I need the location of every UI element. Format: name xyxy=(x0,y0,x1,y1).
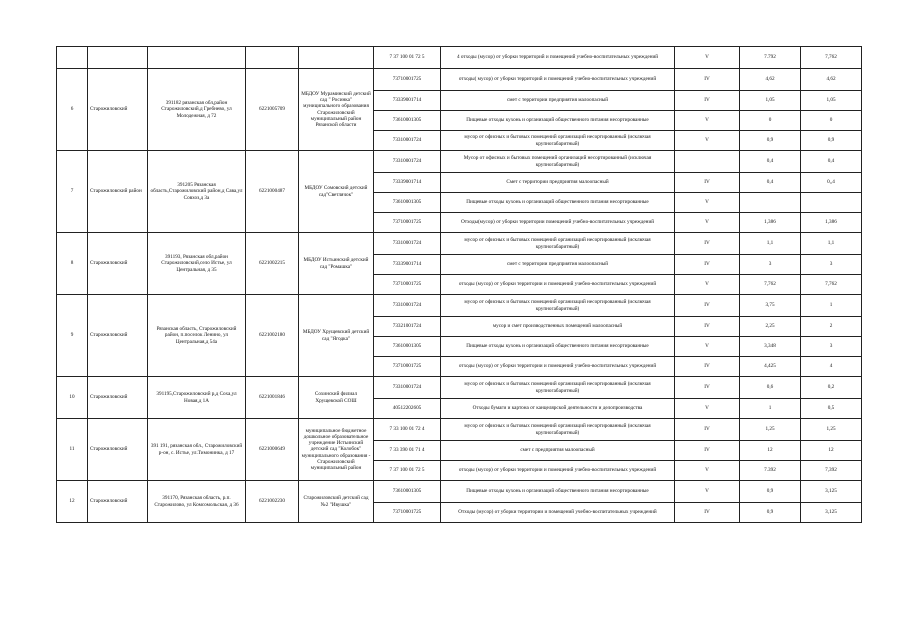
waste-name-cell: Пищевые отходы кухонь и организаций общественного питания несортированные xyxy=(441,481,675,503)
table-row xyxy=(57,69,862,91)
amount-cell: 3,348 xyxy=(740,337,801,357)
hazard-class-cell: V xyxy=(675,193,740,213)
amount-cell: 3,125 xyxy=(801,481,862,503)
row-number: 6 xyxy=(57,69,88,151)
amount-cell: 0,9 xyxy=(740,481,801,503)
waste-name-cell: отходы( мусор) от уборки территорий и помещений учебно-воспитательных учреждений xyxy=(441,69,675,91)
waste-code-cell: 73710001725 xyxy=(374,213,441,233)
amount-cell: 1,386 xyxy=(740,213,801,233)
district-cell: Старожиловский xyxy=(88,377,148,419)
amount-cell: 0,9 xyxy=(801,131,862,151)
hazard-class-cell: IV xyxy=(675,255,740,275)
amount-cell: 1,25 xyxy=(801,419,862,441)
waste-code-cell: 73610001305 xyxy=(374,193,441,213)
waste-name-cell: Пищевые отходы кухонь и организаций общественного питания несортированные xyxy=(441,337,675,357)
amount-cell: 4,62 xyxy=(801,69,862,91)
hazard-class-cell: IV xyxy=(675,317,740,337)
waste-name-cell: Отходы бумаги и картона от канцелярской деятельности и делопроизводства xyxy=(441,399,675,419)
amount-cell: 7.392 xyxy=(740,461,801,481)
waste-code-cell: 7 33 100 01 72 4 xyxy=(374,419,441,441)
amount-cell: 0 xyxy=(801,111,862,131)
amount-cell xyxy=(801,193,862,213)
amount-cell: 2,25 xyxy=(740,317,801,337)
waste-code-cell: 73710001725 xyxy=(374,503,441,523)
organization-cell: МБДОУ Истьинский детский сад "Ромашка" xyxy=(299,233,374,295)
hazard-class-cell: IV xyxy=(675,69,740,91)
waste-name-cell: мусор от офисных и бытовых помещений организаций несортированный (исключая крупногабаритный) xyxy=(441,377,675,399)
waste-code-cell: 73710001725 xyxy=(374,275,441,295)
amount-cell: 1,25 xyxy=(740,419,801,441)
hazard-class-cell: V xyxy=(675,337,740,357)
waste-name-cell: мусор от офисных и бытовых помещений организаций несортированный (исключая крупногабаритный) xyxy=(441,419,675,441)
waste-name-cell: смет с территории предприятия малоопасный xyxy=(441,91,675,111)
table-row xyxy=(57,151,862,173)
district-cell: Старожиловский район xyxy=(88,151,148,233)
amount-cell: 12 xyxy=(740,441,801,461)
hazard-class-cell: IV xyxy=(675,419,740,441)
waste-code-cell: 73310001724 xyxy=(374,295,441,317)
inn-cell: 6221005709 xyxy=(246,69,299,151)
organization-cell: МБДОУ Сомовский детский сад"Светлячок" xyxy=(299,151,374,233)
waste-name-cell: Отходы(мусор) от уборки территории помещений учебно-воспитательных учреждений xyxy=(441,213,675,233)
waste-name-cell: отходы (мусор) от уборки территории и помещений учебно-воспитательных учреждений xyxy=(441,461,675,481)
hazard-class-cell: IV xyxy=(675,295,740,317)
district-cell: Старожиловский xyxy=(88,481,148,523)
amount-cell: 0,2 xyxy=(801,377,862,399)
inn-cell xyxy=(246,47,299,69)
address-cell: 391193, Рязанская обл,район Старожиловский,село Истье, ул Центральная, д 35 xyxy=(148,233,246,295)
hazard-class-cell: V xyxy=(675,47,740,69)
organization-cell: Сохинский филиал Хрущевской СОШ xyxy=(299,377,374,419)
waste-name-cell: Пищевые отходы кухонь и организаций общественного питания несортированные xyxy=(441,111,675,131)
amount-cell: 3 xyxy=(801,337,862,357)
hazard-class-cell: V xyxy=(675,111,740,131)
amount-cell: 7,762 xyxy=(801,275,862,295)
district-cell: Старожиловский xyxy=(88,419,148,481)
row-number: 7 xyxy=(57,151,88,233)
hazard-class-cell: IV xyxy=(675,91,740,111)
table-row xyxy=(57,377,862,399)
hazard-class-cell: IV xyxy=(675,173,740,193)
row-number: 9 xyxy=(57,295,88,377)
amount-cell: 0,5 xyxy=(801,399,862,419)
amount-cell: 3,75 xyxy=(740,295,801,317)
amount-cell: 4,62 xyxy=(740,69,801,91)
waste-code-cell: 7 37 100 01 72 5 xyxy=(374,47,441,69)
amount-cell: 0,,4 xyxy=(801,173,862,193)
waste-code-cell: 73339001714 xyxy=(374,255,441,275)
inn-cell: 6221000487 xyxy=(246,151,299,233)
amount-cell: 0,9 xyxy=(740,503,801,523)
amount-cell: 4 xyxy=(801,357,862,377)
inn-cell: 6221002215 xyxy=(246,233,299,295)
inn-cell: 6221002180 xyxy=(246,295,299,377)
district-cell xyxy=(88,47,148,69)
row-number: 12 xyxy=(57,481,88,523)
amount-cell: 12 xyxy=(801,441,862,461)
hazard-class-cell: V xyxy=(675,275,740,295)
waste-name-cell: Отходы (мусор) от уборки территории и помещений учебно-воспитательных учреждений xyxy=(441,503,675,523)
waste-code-cell: 7 37 100 01 72 5 xyxy=(374,461,441,481)
table-row xyxy=(57,47,862,69)
amount-cell: 1,386 xyxy=(801,213,862,233)
amount-cell: 3,125 xyxy=(801,503,862,523)
hazard-class-cell: V xyxy=(675,213,740,233)
amount-cell: 0,6 xyxy=(740,377,801,399)
hazard-class-cell: IV xyxy=(675,357,740,377)
amount-cell: 7,762 xyxy=(740,275,801,295)
row-number: 8 xyxy=(57,233,88,295)
organization-cell xyxy=(299,47,374,69)
amount-cell: 0,4 xyxy=(801,151,862,173)
amount-cell: 7,762 xyxy=(801,47,862,69)
amount-cell: 1,05 xyxy=(740,91,801,111)
organization-cell: Старожиловский детский сад №2 "Ивушка" xyxy=(299,481,374,523)
organization-cell: муниципальное бюджетное дошкольное образовательное учреждение Истьинский детский сад "Колобок" муниципального образования - Старожиловский муниципальный район xyxy=(299,419,374,481)
amount-cell: 1 xyxy=(740,399,801,419)
waste-code-cell: 73339001714 xyxy=(374,91,441,111)
waste-code-cell: 73310001724 xyxy=(374,131,441,151)
table-row xyxy=(57,233,862,255)
waste-code-cell: 73310001724 xyxy=(374,151,441,173)
hazard-class-cell: IV xyxy=(675,441,740,461)
table-row xyxy=(57,295,862,317)
hazard-class-cell: V xyxy=(675,461,740,481)
row-number xyxy=(57,47,88,69)
waste-code-cell: 73610001305 xyxy=(374,481,441,503)
amount-cell: 1,1 xyxy=(740,233,801,255)
amount-cell: 3 xyxy=(740,255,801,275)
waste-name-cell: Пищевые отходы кухонь и организаций общественного питания несортированные xyxy=(441,193,675,213)
waste-name-cell: мусор и смет производственных помещений малоопасный xyxy=(441,317,675,337)
waste-code-cell: 7 33 390 01 71 4 xyxy=(374,441,441,461)
address-cell: 391205 Рязанская область,Старожиловский район,д Сава,ул Совхоз,д 3а xyxy=(148,151,246,233)
waste-name-cell: смет с территории предприятия малоопасный xyxy=(441,255,675,275)
waste-code-cell: 73710001725 xyxy=(374,69,441,91)
hazard-class-cell xyxy=(675,151,740,173)
waste-code-cell: 73710001725 xyxy=(374,357,441,377)
row-number: 10 xyxy=(57,377,88,419)
hazard-class-cell: V xyxy=(675,131,740,151)
amount-cell: 3 xyxy=(801,255,862,275)
waste-name-cell: Мусор от офисных и бытовых помещений организаций несортированный (исключая крупногабаритный) xyxy=(441,151,675,173)
amount-cell: 4,425 xyxy=(740,357,801,377)
address-cell: 391 191, рязанская обл., Старожиловский р-он, с. Истье, ул.Тимонинка, д 17 xyxy=(148,419,246,481)
waste-name-cell: мусор от офисных и бытовых помещений организаций несортированный (исключая крупногабаритный) xyxy=(441,295,675,317)
organization-cell: МБДОУ Мураминский детский сад " Росинка" муниципального образования Старожиловский муниципальный район Рязанской области xyxy=(299,69,374,151)
amount-cell: 1 xyxy=(801,295,862,317)
hazard-class-cell: V xyxy=(675,481,740,503)
address-cell: Рязанская область, Старожиловский район, п.поселок Ленино, ул Центральная,д 54а xyxy=(148,295,246,377)
district-cell: Старожиловский xyxy=(88,69,148,151)
table-row xyxy=(57,419,862,441)
waste-name-cell: отходы (мусор) от уборки территории и помещений учебно-воспитательных учреждений xyxy=(441,357,675,377)
waste-table xyxy=(56,46,862,523)
waste-code-cell: 73610001305 xyxy=(374,337,441,357)
address-cell xyxy=(148,47,246,69)
amount-cell: 0,4 xyxy=(740,151,801,173)
hazard-class-cell: IV xyxy=(675,377,740,399)
amount-cell: 0,4 xyxy=(740,173,801,193)
amount-cell: 7,392 xyxy=(801,461,862,481)
district-cell: Старожиловский xyxy=(88,233,148,295)
inn-cell: 6221002230 xyxy=(246,481,299,523)
inn-cell: 6221001846 xyxy=(246,377,299,419)
waste-name-cell: мусор от офисных и бытовых помещений организаций несортированный (исключая крупногабаритный) xyxy=(441,233,675,255)
address-cell: 391182 рязанская обл,район Старожиловский,д Гребнево, ул Молодежная, д 72 xyxy=(148,69,246,151)
amount-cell: 7.792 xyxy=(740,47,801,69)
waste-code-cell: 40512202605 xyxy=(374,399,441,419)
hazard-class-cell: IV xyxy=(675,503,740,523)
table-row xyxy=(57,481,862,503)
inn-cell: 6221000649 xyxy=(246,419,299,481)
waste-code-cell: 73310001724 xyxy=(374,377,441,399)
waste-code-cell: 73310001724 xyxy=(374,233,441,255)
amount-cell: 0,9 xyxy=(740,131,801,151)
waste-code-cell: 73339001714 xyxy=(374,173,441,193)
address-cell: 391195,Старожиловский р,д Соха,ул Новая,д 1А xyxy=(148,377,246,419)
amount-cell: 2 xyxy=(801,317,862,337)
amount-cell: 1,1 xyxy=(801,233,862,255)
hazard-class-cell: V xyxy=(675,399,740,419)
waste-code-cell: 73321001724 xyxy=(374,317,441,337)
amount-cell: 1,05 xyxy=(801,91,862,111)
address-cell: 391170, Рязанская область, р.п. Старожилово, ул Комсомольская, д 36 xyxy=(148,481,246,523)
waste-name-cell: Смет с территории предприятия малоопасный xyxy=(441,173,675,193)
waste-code-cell: 73610001305 xyxy=(374,111,441,131)
hazard-class-cell: IV xyxy=(675,233,740,255)
waste-name-cell: 4 отходы (мусор) от уборки территорий и помещений учебно-воспитательных учреждений xyxy=(441,47,675,69)
waste-name-cell: смет с предприятия малоопасный xyxy=(441,441,675,461)
district-cell: Старожиловский xyxy=(88,295,148,377)
amount-cell: 0 xyxy=(740,111,801,131)
waste-name-cell: мусор от офисных и бытовых помещений организаций несортированный (исключая крупногабаритный) xyxy=(441,131,675,151)
amount-cell xyxy=(740,193,801,213)
row-number: 11 xyxy=(57,419,88,481)
waste-name-cell: отходы (мусор) от уборки территории и помещений учебно-воспитательных учреждений xyxy=(441,275,675,295)
organization-cell: МБДОУ Хрущевский детский сад "Ягодка" xyxy=(299,295,374,377)
